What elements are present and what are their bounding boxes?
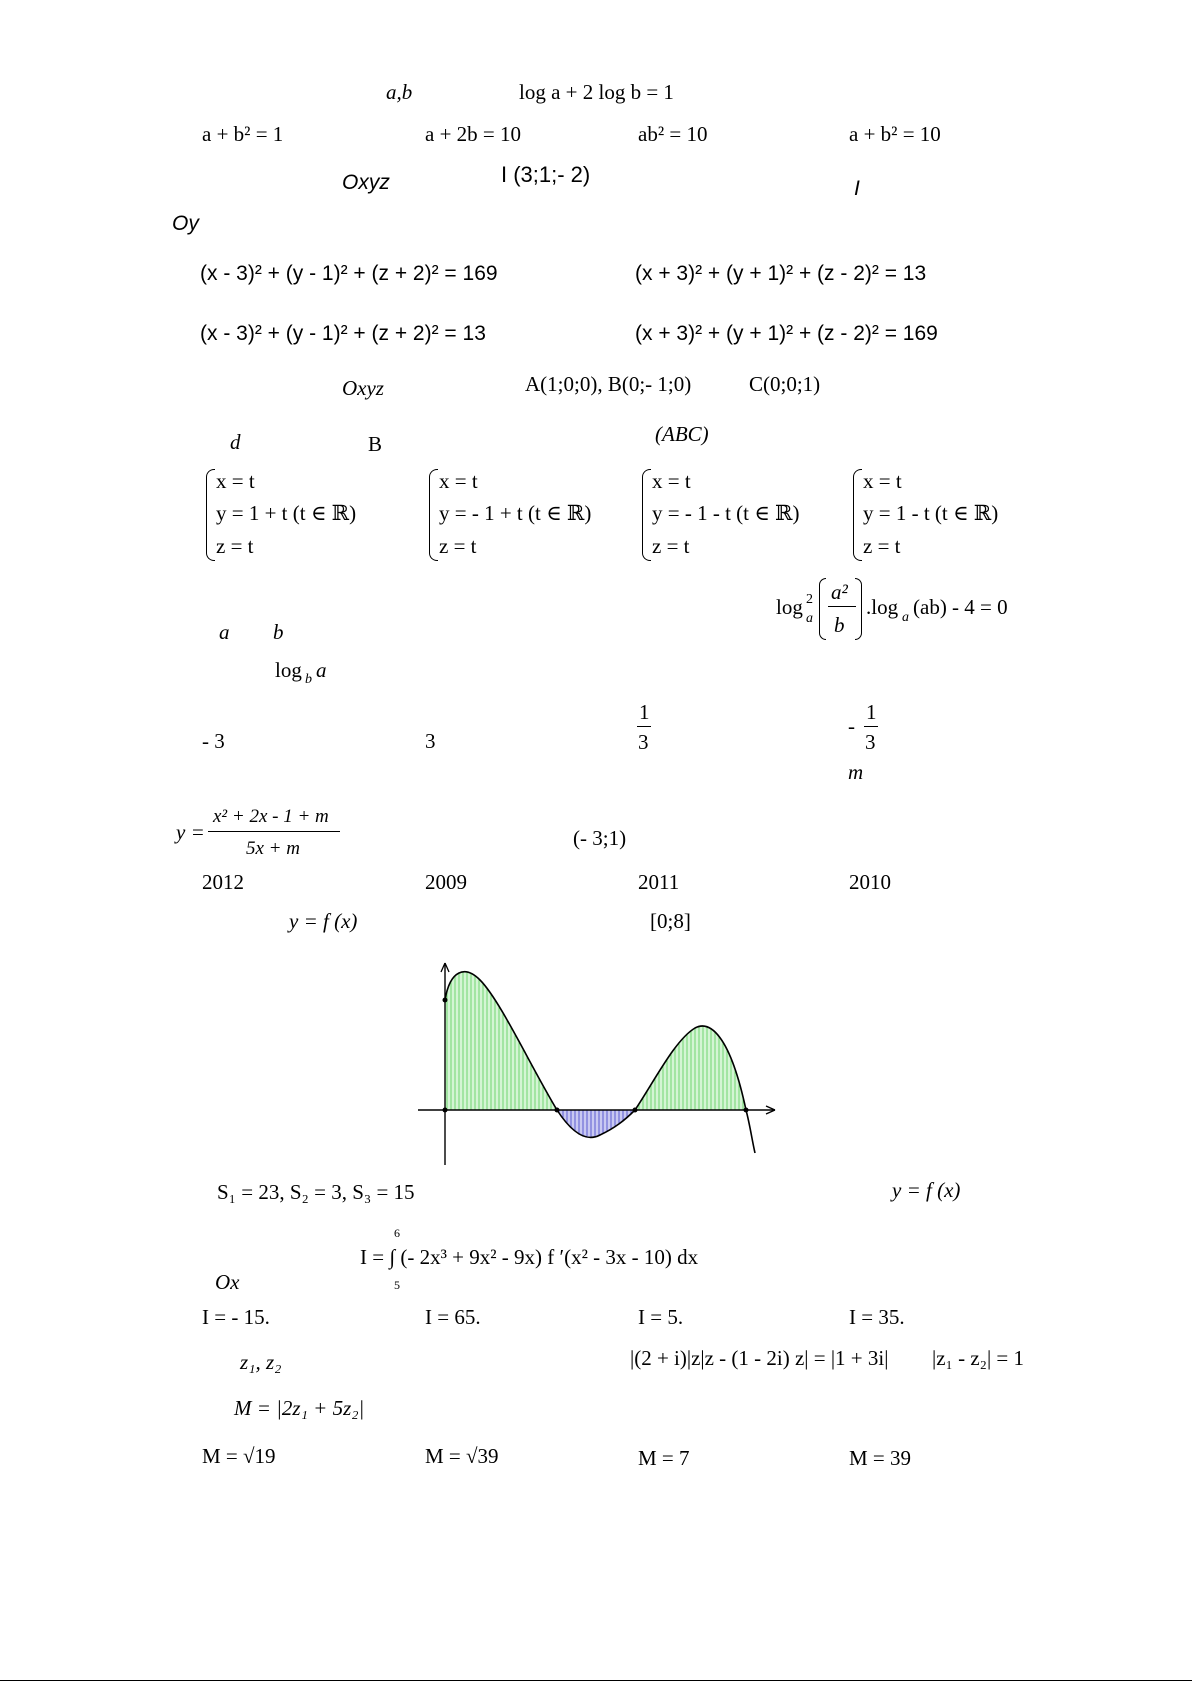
q4-option-c-den: 3: [638, 730, 649, 754]
q4-eq-end: (ab) - 4 = 0: [913, 595, 1008, 619]
q6-point-root-2: [633, 1108, 638, 1113]
q5-frac-bar: [208, 831, 340, 832]
q3-d-z: z = t: [863, 534, 901, 558]
q4-target-var: a: [316, 658, 327, 682]
q5-denominator: 5x + m: [246, 838, 300, 859]
q6-func: y = f (x): [289, 909, 358, 933]
q4-option-d-num: 1: [866, 700, 877, 724]
q5-option-b: 2009: [425, 870, 467, 894]
q3-through: B: [368, 432, 383, 456]
q7-condition2: |z₁ - z₂| = 1: [932, 1346, 1025, 1370]
q4-option-c-num: 1: [639, 700, 650, 724]
q5-option-a: 2012: [202, 870, 244, 894]
q4-paren-left: [819, 578, 826, 640]
q3-brace-d: [853, 469, 862, 561]
q4-target: log: [275, 658, 302, 682]
q6-option-b: I = 65.: [425, 1305, 481, 1329]
q6-point-root-1: [555, 1108, 560, 1113]
q6-region-s1: [445, 972, 557, 1110]
q3-a-z: z = t: [216, 534, 254, 558]
q1-option-d: a + b² = 10: [849, 122, 941, 146]
q4-option-d-sign: -: [848, 714, 855, 738]
q4-log-sup: 2: [806, 592, 813, 607]
q6-areas: S₁ = 23, S₂ = 3, S₃ = 15: [217, 1180, 415, 1204]
q3-brace-b: [429, 469, 438, 561]
q7-option-c: M = 7: [638, 1446, 690, 1470]
q6-option-c: I = 5.: [638, 1305, 684, 1329]
q6-point-y-intercept: [443, 998, 448, 1003]
q2-axis: Oy: [172, 212, 199, 235]
q4-option-d-bar: [864, 726, 878, 727]
q6-region-s2: [557, 1110, 635, 1137]
q5-numerator: x² + 2x - 1 + m: [213, 806, 329, 827]
q6-point-origin: [443, 1108, 448, 1113]
q6-option-a: I = - 15.: [202, 1305, 270, 1329]
q4-log-sub: a: [806, 611, 813, 626]
q4-paren-right: [855, 578, 862, 640]
q3-c-z: z = t: [652, 534, 690, 558]
q4-var-b: b: [273, 620, 284, 644]
q5-y-eq: y =: [176, 820, 205, 844]
q2-point: I (3;1;- 2): [501, 162, 591, 187]
q5-interval: (- 3;1): [573, 826, 627, 850]
q6-lower-limit: 5: [394, 1278, 400, 1292]
q4-target-sub: b: [305, 672, 312, 687]
q5-option-d: 2010: [849, 870, 891, 894]
q3-c-y: y = - 1 - t (t ∈ ℝ): [652, 501, 800, 525]
q6-function-graph: [410, 955, 790, 1170]
q3-points: A(1;0;0), B(0;- 1;0): [525, 372, 692, 396]
q5-option-c: 2011: [638, 870, 680, 894]
q3-line: d: [230, 430, 241, 454]
q3-plane: (ABC): [655, 422, 709, 446]
q7-vars: z₁, z₂: [240, 1350, 282, 1374]
q2-option-d: (x + 3)² + (y + 1)² + (z - 2)² = 169: [635, 322, 938, 345]
q7-target: M = |2z₁ + 5z₂|: [234, 1396, 365, 1420]
q4-option-d-den: 3: [865, 730, 876, 754]
q4-option-a: - 3: [202, 729, 225, 753]
q4-option-b: 3: [425, 729, 436, 753]
q3-brace-a: [206, 469, 215, 561]
q7-condition: |(2 + i)|z|z - (1 - 2i) z| = |1 + 3i|: [630, 1346, 889, 1370]
q3-d-y: y = 1 - t (t ∈ ℝ): [863, 501, 999, 525]
q6-func2: y = f (x): [892, 1178, 961, 1202]
q2-system: Oxyz: [342, 171, 390, 194]
q2-option-b: (x + 3)² + (y + 1)² + (z - 2)² = 13: [635, 262, 927, 285]
q1-option-a: a + b² = 1: [202, 122, 284, 146]
q1-vars: a,b: [386, 80, 413, 104]
q2-point-ref: I: [854, 177, 860, 200]
q6-point-root-3: [744, 1108, 749, 1113]
q4-frac-num: a²: [831, 580, 848, 604]
q4-frac-den: b: [834, 613, 845, 637]
q6-axis: Ox: [215, 1270, 240, 1294]
q6-region-s3: [635, 1026, 746, 1110]
q3-brace-c: [642, 469, 651, 561]
q4-eq-tail-sub: a: [902, 610, 909, 625]
q4-frac-bar: [828, 606, 856, 607]
q3-b-y: y = - 1 + t (t ∈ ℝ): [439, 501, 592, 525]
q4-log-head: log: [776, 595, 803, 619]
q7-option-d: M = 39: [849, 1446, 912, 1470]
q6-domain: [0;8]: [650, 909, 691, 933]
page-bottom-rule: [0, 1680, 1192, 1681]
q3-d-x: x = t: [863, 469, 902, 493]
q1-option-b: a + 2b = 10: [425, 122, 522, 146]
q4-option-c-bar: [637, 726, 651, 727]
q3-c-x: x = t: [652, 469, 691, 493]
q2-option-c: (x - 3)² + (y - 1)² + (z + 2)² = 13: [200, 322, 486, 345]
q6-integral: I = ∫ (- 2x³ + 9x² - 9x) f ′(x² - 3x - 10) dx: [360, 1245, 699, 1269]
q7-option-b: M = √39: [425, 1444, 499, 1468]
q6-option-d: I = 35.: [849, 1305, 905, 1329]
q5-param: m: [848, 760, 864, 784]
q1-condition: log a + 2 log b = 1: [519, 80, 674, 104]
q3-b-x: x = t: [439, 469, 478, 493]
q2-option-a: (x - 3)² + (y - 1)² + (z + 2)² = 169: [200, 262, 498, 285]
q3-point-c: C(0;0;1): [749, 372, 821, 396]
q4-var-a: a: [219, 620, 230, 644]
q7-option-a: M = √19: [202, 1444, 276, 1468]
q3-b-z: z = t: [439, 534, 477, 558]
q3-a-x: x = t: [216, 469, 255, 493]
q6-upper-limit: 6: [394, 1226, 400, 1240]
q3-a-y: y = 1 + t (t ∈ ℝ): [216, 501, 357, 525]
q1-option-c: ab² = 10: [638, 122, 708, 146]
q3-system: Oxyz: [342, 376, 384, 400]
q4-eq-tail: .log: [866, 595, 899, 619]
